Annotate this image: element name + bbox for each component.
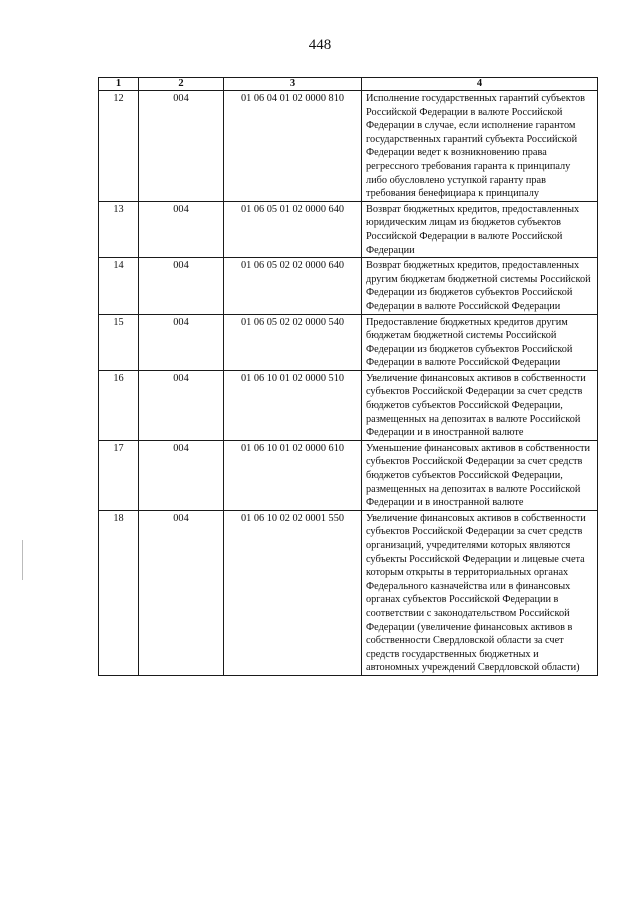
- admin-code: 004: [139, 440, 224, 510]
- description: Уменьшение финансовых активов в собственности субъектов Российской Федерации за счет средств бюджетов субъектов Российской Федерации, размещенных на депозитах в валюте Российской Федерации и в иностранной валюте: [362, 440, 598, 510]
- column-header-description: 4: [362, 78, 598, 91]
- row-number: 18: [99, 510, 139, 675]
- classification-code: 01 06 10 01 02 0000 510: [224, 370, 362, 440]
- description: Возврат бюджетных кредитов, предоставленных юридическим лицам из бюджетов субъектов Российской Федерации в валюте Российской Федерации: [362, 201, 598, 257]
- description: Увеличение финансовых активов в собственности субъектов Российской Федерации за счет средств бюджетов субъектов Российской Федерации, размещенных на депозитах в валюте Российской Федерации и в иностранной валюте: [362, 370, 598, 440]
- admin-code: 004: [139, 201, 224, 257]
- table-header-row: [99, 78, 598, 91]
- classification-code: 01 06 10 01 02 0000 610: [224, 440, 362, 510]
- scan-artifact-line: [22, 540, 23, 580]
- budget-sources-table: [98, 77, 598, 676]
- description: Предоставление бюджетных кредитов другим бюджетам бюджетной системы Российской Федерации из бюджетов субъектов Российской Федерации в валюте Российской Федерации: [362, 314, 598, 370]
- description: Увеличение финансовых активов в собственности субъектов Российской Федерации за счет средств организаций, учредителями которых являются субъекты Российской Федерации и лицевые счета которым открыты в территориальных органах Федерального казначейства или в финансовых органах субъектов Российской Федерации в соответствии с законодательством Российской Федерации (увеличение финансовых активов в собственности Свердловской области за счет средств государственных бюджетных и автономных учреждений Свердловской области): [362, 510, 598, 675]
- admin-code: 004: [139, 314, 224, 370]
- page-number: 448: [308, 37, 332, 53]
- classification-code: 01 06 10 02 02 0001 550: [224, 510, 362, 675]
- classification-code: 01 06 05 01 02 0000 640: [224, 201, 362, 257]
- admin-code: 004: [139, 91, 224, 202]
- table-row: [99, 258, 598, 314]
- table-row: [99, 370, 598, 440]
- description: Исполнение государственных гарантий субъектов Российской Федерации в валюте Российской Федерации в случае, если исполнение гарантом государственных гарантий субъекта Российской Федерации ведет к возникновению права регрессного требования гаранта к принципалу либо обусловлено уступкой гаранту прав требования бенефициара к принципалу: [362, 91, 598, 202]
- column-header-classification-code: 3: [224, 78, 362, 91]
- table-row: [99, 91, 598, 202]
- admin-code: 004: [139, 258, 224, 314]
- table-row: [99, 510, 598, 675]
- row-number: 16: [99, 370, 139, 440]
- classification-code: 01 06 05 02 02 0000 540: [224, 314, 362, 370]
- row-number: 15: [99, 314, 139, 370]
- row-number: 14: [99, 258, 139, 314]
- row-number: 17: [99, 440, 139, 510]
- description: Возврат бюджетных кредитов, предоставленных другим бюджетам бюджетной системы Российской Федерации из бюджетов субъектов Российской Федерации в валюте Российской Федерации: [362, 258, 598, 314]
- table-row: [99, 314, 598, 370]
- admin-code: 004: [139, 370, 224, 440]
- classification-code: 01 06 04 01 02 0000 810: [224, 91, 362, 202]
- row-number: 12: [99, 91, 139, 202]
- admin-code: 004: [139, 510, 224, 675]
- row-number: 13: [99, 201, 139, 257]
- column-header-admin-code: 2: [139, 78, 224, 91]
- table-row: [99, 201, 598, 257]
- column-header-number: 1: [99, 78, 139, 91]
- classification-code: 01 06 05 02 02 0000 640: [224, 258, 362, 314]
- table-row: [99, 440, 598, 510]
